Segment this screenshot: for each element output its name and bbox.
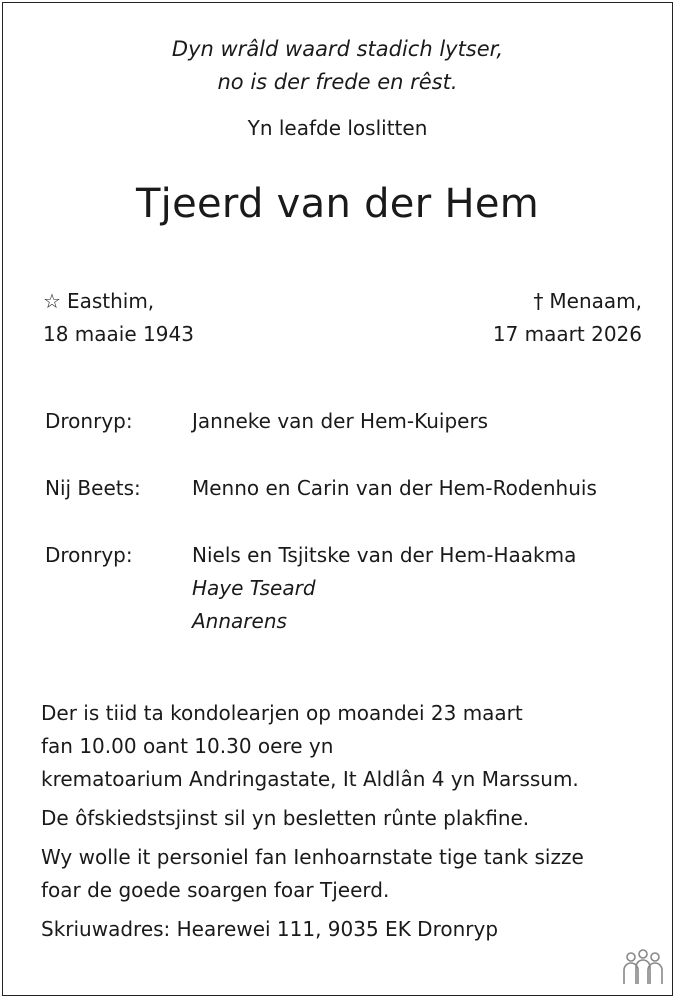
death-place: Menaam, (549, 289, 642, 313)
thanks-text (41, 841, 584, 907)
birth-info (43, 285, 194, 351)
condolence-line: Der is tiid ta kondolearjen op moandei 23 maart (41, 701, 523, 725)
death-info (493, 285, 642, 351)
death-date: 17 maart 2026 (492, 322, 642, 346)
family-group (45, 539, 597, 638)
closing-text (41, 697, 584, 952)
poem-line-1: Dyn wrâld waard stadich lytser, (171, 37, 504, 61)
grandchild-name: Haye Tseard (192, 576, 316, 600)
grandchild-name: Annarens (192, 609, 287, 633)
family-group (45, 405, 597, 438)
condolence-line: fan 10.00 oant 10.30 oere yn (41, 734, 334, 758)
poem-line-2: no is der frede en rêst. (217, 70, 458, 94)
deceased-name: Tjeerd van der Hem (135, 181, 540, 227)
birth-place: Easthim, (66, 289, 155, 313)
family-names: Niels en Tsjitske van der Hem-Haakma (192, 543, 577, 567)
star-icon: ☆ (43, 289, 61, 313)
thanks-line: Wy wolle it personiel fan Ienhoarnstate tige tank sizze (41, 845, 584, 869)
farewell-info: De ôfskiedstsjinst sil yn besletten rûnte plakfine. (41, 806, 530, 830)
condolence-info (41, 697, 584, 796)
family-names: Janneke van der Hem-Kuipers (192, 409, 489, 433)
address-text: Skriuwadres: Hearewei 111, 9035 EK Dronryp (41, 917, 499, 941)
poem (3, 33, 672, 99)
people-group-icon (621, 948, 665, 988)
obituary-card (2, 2, 673, 996)
thanks-line: foar de goede soargen foar Tjeerd. (41, 878, 390, 902)
family-list (45, 405, 597, 672)
birth-date: 18 maaie 1943 (43, 322, 194, 346)
family-place: Dronryp: (45, 543, 133, 567)
family-place: Nij Beets: (45, 476, 141, 500)
family-place: Dronryp: (45, 409, 133, 433)
intro-text: Yn leafde loslitten (247, 116, 428, 140)
family-names: Menno en Carin van der Hem-Rodenhuis (192, 476, 597, 500)
cross-icon: † (533, 289, 544, 313)
family-group (45, 472, 597, 505)
condolence-line: krematoarium Andringastate, It Aldlân 4 yn Marssum. (41, 767, 579, 791)
